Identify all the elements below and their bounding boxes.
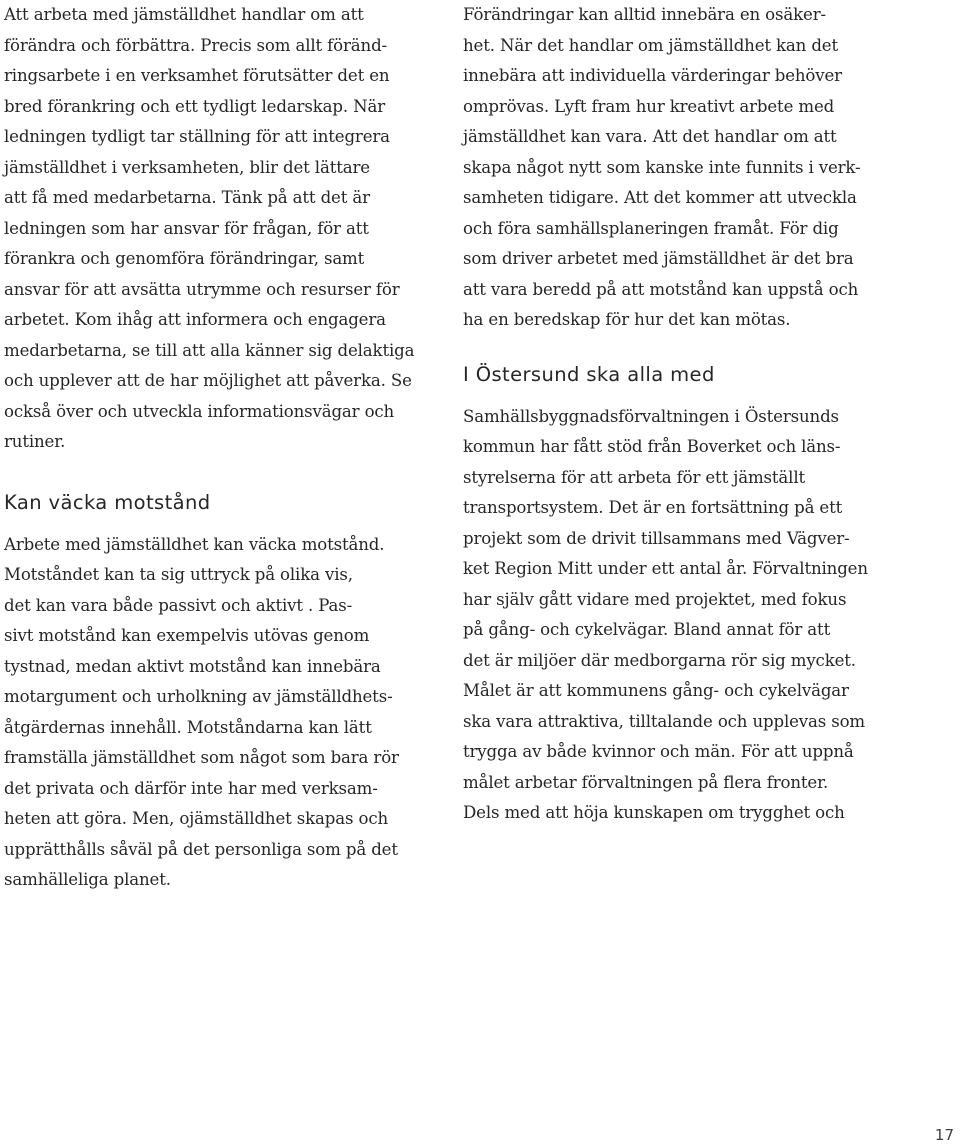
text-line: bred förankring och ett tydligt ledarskap. När <box>4 96 385 116</box>
text-line: samheten tidigare. Att det kommer att utveckla <box>463 188 857 207</box>
text-line: ansvar för att avsätta utrymme och resurser för <box>4 279 400 299</box>
left-paragraph-motstand <box>4 530 444 896</box>
text-line: på gång- och cykelvägar. Bland annat för att <box>463 620 831 639</box>
text-line: och föra samhällsplaneringen framåt. För dig <box>463 218 839 238</box>
text-line: att få med medarbetarna. Tänk på att det är <box>4 188 370 207</box>
text-line: framställa jämställdhet som något som bara rör <box>4 748 399 767</box>
text-line: rutiner. <box>4 432 66 451</box>
text-line: Målet är att kommunens gång- och cykelvägar <box>463 681 849 700</box>
text-line: innebära att individuella värderingar behöver <box>463 66 842 85</box>
text-line: motargument och urholkning av jämställdhets- <box>4 687 393 706</box>
text-line: kommun har fått stöd från Boverket och läns- <box>463 437 841 456</box>
text-line: också över och utveckla informationsvägar och <box>4 401 395 421</box>
text-line: Att arbeta med jämställdhet handlar om att <box>4 5 364 24</box>
text-line: ket Region Mitt under ett antal år. Förvaltningen <box>463 559 868 578</box>
text-line: ha en beredskap för hur det kan mötas. <box>463 310 791 329</box>
text-line: skapa något nytt som kanske inte funnits i verk- <box>463 157 861 177</box>
text-line: Samhällsbyggnadsförvaltningen i Östersunds <box>463 406 839 426</box>
text-line: förankra och genomföra förändringar, samt <box>4 249 365 268</box>
text-line: och upplever att de har möjlighet att påverka. Se <box>4 371 412 390</box>
text-line: omprövas. Lyft fram hur kreativt arbete med <box>463 96 835 116</box>
text-line: jämställdhet i verksamheten, blir det lättare <box>4 157 370 177</box>
text-line: upprätthålls såväl på det personliga som på det <box>4 839 398 859</box>
left-column <box>4 0 444 896</box>
text-line: ledningen tydligt tar ställning för att integrera <box>4 127 390 146</box>
right-column <box>463 0 903 829</box>
section-heading-kan-vacka-motstand: Kan väcka motstånd <box>4 490 211 514</box>
page-number: 17 <box>934 1126 954 1144</box>
text-line: Motståndet kan ta sig uttryck på olika vis, <box>4 565 353 584</box>
section-heading-ostersund: I Östersund ska alla med <box>463 362 715 386</box>
text-line: förändra och förbättra. Precis som allt föränd- <box>4 35 388 55</box>
text-line: ledningen som har ansvar för frågan, för att <box>4 218 369 238</box>
text-line: målet arbetar förvaltningen på flera fronter. <box>463 772 829 792</box>
right-paragraph-ostersund <box>463 402 903 829</box>
text-line: het. När det handlar om jämställdhet kan det <box>463 35 838 55</box>
left-paragraph-intro <box>4 0 444 458</box>
text-line: att vara beredd på att motstånd kan uppstå och <box>463 279 859 299</box>
text-line: medarbetarna, se till att alla känner sig delaktiga <box>4 340 415 360</box>
text-line: jämställdhet kan vara. Att det handlar om att <box>463 127 837 146</box>
text-line: Arbete med jämställdhet kan väcka motstånd. <box>4 534 385 554</box>
text-line: det privata och därför inte har med verksam- <box>4 778 378 798</box>
text-line: sivt motstånd kan exempelvis utövas genom <box>4 626 370 645</box>
text-line: projekt som de drivit tillsammans med Vägver- <box>463 528 850 548</box>
text-line: transportsystem. Det är en fortsättning på ett <box>463 498 843 517</box>
text-line: det är miljöer där medborgarna rör sig mycket. <box>463 650 856 670</box>
text-line: det kan vara både passivt och aktivt . Pas- <box>4 595 353 615</box>
text-line: har själv gått vidare med projektet, med fokus <box>463 589 847 609</box>
text-line: Dels med att höja kunskapen om trygghet och <box>463 803 845 822</box>
text-line: trygga av både kvinnor och män. För att uppnå <box>463 742 854 761</box>
text-line: heten att göra. Men, ojämställdhet skapas och <box>4 809 389 828</box>
text-line: som driver arbetet med jämställdhet är det bra <box>463 249 854 268</box>
text-line: ska vara attraktiva, tilltalande och upplevas som <box>463 711 866 731</box>
text-line: Förändringar kan alltid innebära en osäker- <box>463 5 826 24</box>
text-line: tystnad, medan aktivt motstånd kan innebära <box>4 656 381 676</box>
text-line: ringsarbete i en verksamhet förutsätter det en <box>4 66 390 85</box>
text-line: åtgärdernas innehåll. Motståndarna kan lätt <box>4 717 372 737</box>
text-line: samhälleliga planet. <box>4 870 171 889</box>
right-paragraph-forandringar <box>463 0 903 336</box>
text-line: arbetet. Kom ihåg att informera och engagera <box>4 310 386 329</box>
text-line: styrelserna för att arbeta för ett jämställt <box>463 467 805 487</box>
